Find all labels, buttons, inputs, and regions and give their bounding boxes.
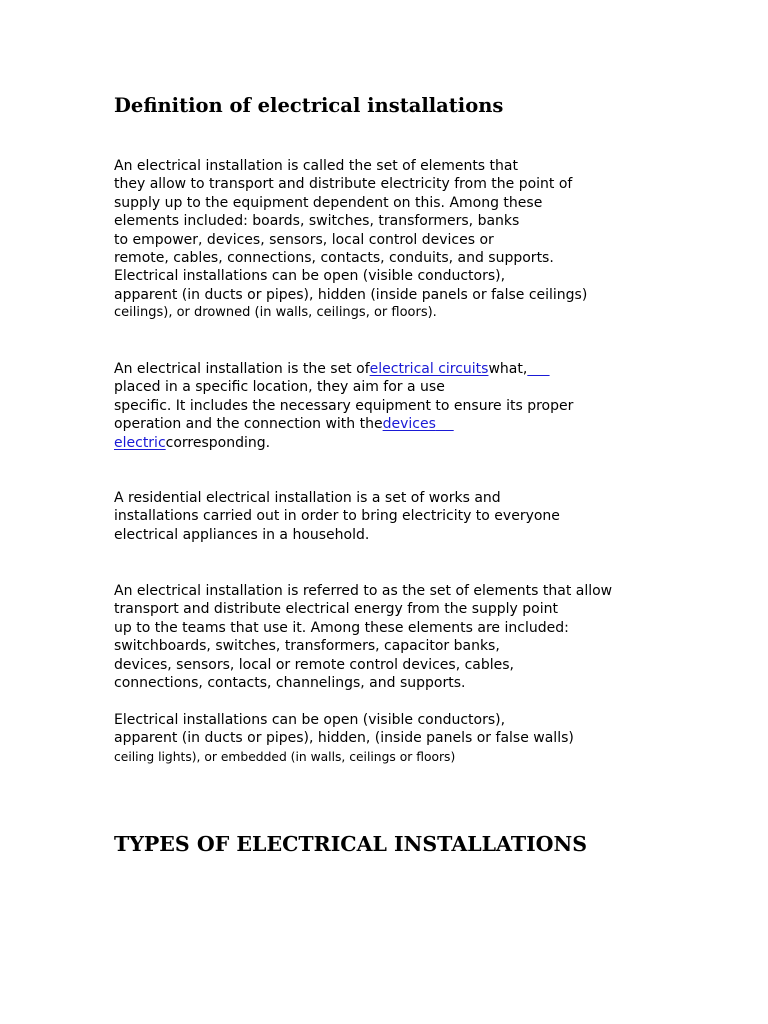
paragraph-line: apparent (in ducts or pipes), hidden (inside panels or false ceilings) — [114, 286, 588, 303]
link-electric[interactable]: electric — [114, 434, 166, 451]
link-underline-tail[interactable] — [527, 361, 549, 377]
paragraph-line: connections, contacts, channelings, and supports. — [114, 674, 466, 691]
text-run: what, — [488, 361, 528, 377]
paragraph-line: supply up to the equipment dependent on this. Among these — [114, 194, 543, 211]
paragraph-line: remote, cables, connections, contacts, conduits, and supports. — [114, 249, 554, 266]
paragraph-line: An electrical installation is called the set of elements that — [114, 158, 518, 174]
paragraph-line: up to the teams that use it. Among these elements are included: — [114, 619, 569, 636]
paragraph-line: placed in a specific location, they aim for a use — [114, 379, 445, 396]
paragraph-line: electrical appliances in a household. — [114, 526, 370, 543]
paragraph-line: they allow to transport and distribute electricity from the point of — [114, 176, 573, 193]
section-heading: TYPES OF ELECTRICAL INSTALLATIONS — [114, 832, 588, 856]
paragraph-line: An electrical installation is referred to as the set of elements that allow — [114, 583, 613, 599]
paragraph-line: installations carried out in order to bring electricity to everyone — [114, 508, 560, 525]
text-run: operation and the connection with the — [114, 416, 383, 433]
paragraph-line: transport and distribute electrical energy from the supply point — [114, 601, 558, 618]
paragraph-line: to empower, devices, sensors, local control devices or — [114, 231, 494, 248]
link-electrical-circuits[interactable]: electrical circuits — [369, 361, 489, 377]
paragraph-3 — [114, 489, 560, 544]
paragraph-line: apparent (in ducts or pipes), hidden, (inside panels or false walls) — [114, 730, 574, 747]
paragraph-line: ceilings), or drowned (in walls, ceilings, or floors). — [114, 305, 437, 321]
paragraph-1 — [114, 157, 587, 323]
paragraph-line: ceiling lights), or embedded (in walls, ceilings or floors) — [114, 749, 456, 764]
paragraph-line — [114, 434, 573, 452]
link-underline-tail[interactable] — [436, 416, 454, 432]
paragraph-line: elements included: boards, switches, transformers, banks — [114, 213, 520, 230]
text-run: An electrical installation is the set of — [114, 361, 370, 377]
paragraph-line: Electrical installations can be open (visible conductors), — [114, 712, 506, 728]
paragraph-line: specific. It includes the necessary equipment to ensure its proper — [114, 397, 574, 414]
paragraph-2 — [114, 360, 573, 452]
paragraph-4 — [114, 582, 612, 692]
paragraph-line — [114, 415, 573, 433]
paragraph-5 — [114, 711, 574, 766]
text-run: corresponding. — [165, 434, 271, 451]
paragraph-line: devices, sensors, local or remote control devices, cables, — [114, 656, 514, 673]
link-devices[interactable]: devices — [382, 416, 436, 433]
paragraph-line: Electrical installations can be open (visible conductors), — [114, 268, 506, 285]
paragraph-line: switchboards, switches, transformers, capacitor banks, — [114, 638, 500, 655]
page-title: Definition of electrical installations — [114, 94, 504, 117]
paragraph-line: A residential electrical installation is a set of works and — [114, 490, 501, 506]
paragraph-line — [114, 360, 573, 378]
